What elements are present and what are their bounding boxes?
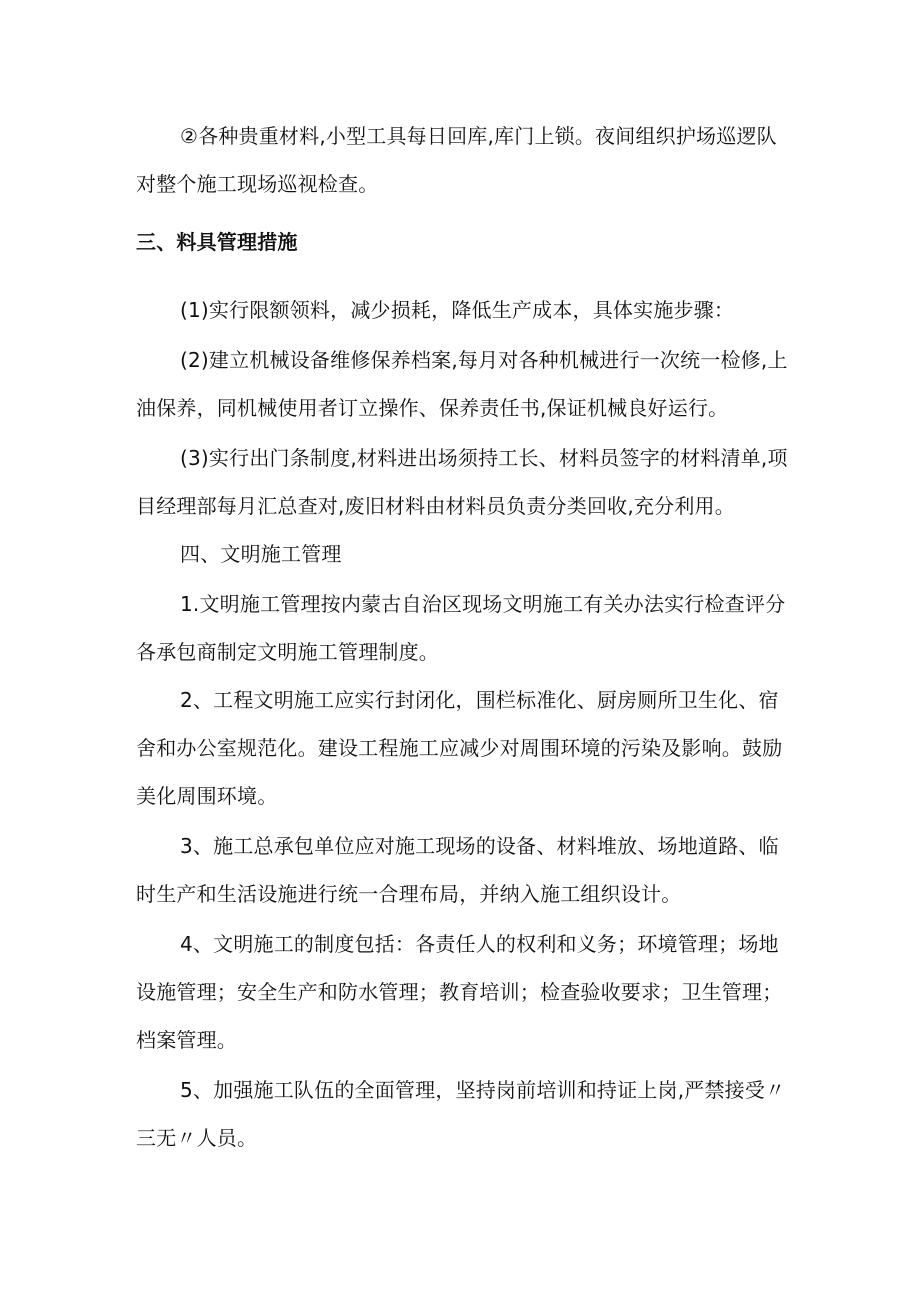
paragraph-item-5: 5、加强施工队伍的全面管理，坚持岗前培训和持证上岗,严禁接受〃三无〃人员。 xyxy=(136,1078,786,1150)
paragraph-valuables-storage: ②各种贵重材料,小型工具每日回库,库门上锁。夜间组织护场巡逻队对整个施工现场巡视检查。 xyxy=(136,124,777,196)
paragraph-item-2: 2、工程文明施工应实行封闭化，围栏标准化、厨房厕所卫生化、宿舍和办公室规范化。建设工程施工应减少对周围环境的污染及影响。鼓励美化周围环境。 xyxy=(136,688,783,808)
paragraph-machinery-maintenance: (2)建立机械设备维修保养档案,每月对各种机械进行一次统一检修,上油保养，同机械使用者订立操作、保养责任书,保证机械良好运行。 xyxy=(136,348,788,420)
paragraph-item-3: 3、施工总承包单位应对施工现场的设备、材料堆放、场地道路、临时生产和生活设施进行统一合理布局，并纳入施工组织设计。 xyxy=(136,834,779,906)
paragraph-exit-slip-system: (3)实行出门条制度,材料进出场须持工长、材料员签字的材料清单,项目经理部每月汇总查对,废旧材料由材料员负责分类回收,充分利用。 xyxy=(136,446,788,518)
paragraph-item-4: 4、文明施工的制度包括：各责任人的权利和义务；环境管理；场地设施管理；安全生产和防水管理；教育培训；检查验收要求；卫生管理；档案管理。 xyxy=(136,932,783,1052)
paragraph-quota-materials: (1)实行限额领料，减少损耗，降低生产成本，具体实施步骤： xyxy=(180,298,735,322)
section-heading-civilized-construction: 四、文明施工管理 xyxy=(180,542,342,566)
paragraph-item-1: 1.文明施工管理按内蒙古自治区现场文明施工有关办法实行检查评分各承包商制定文明施工管理制度。 xyxy=(136,592,786,664)
section-heading-materials-management: 三、料具管理措施 xyxy=(136,230,298,254)
